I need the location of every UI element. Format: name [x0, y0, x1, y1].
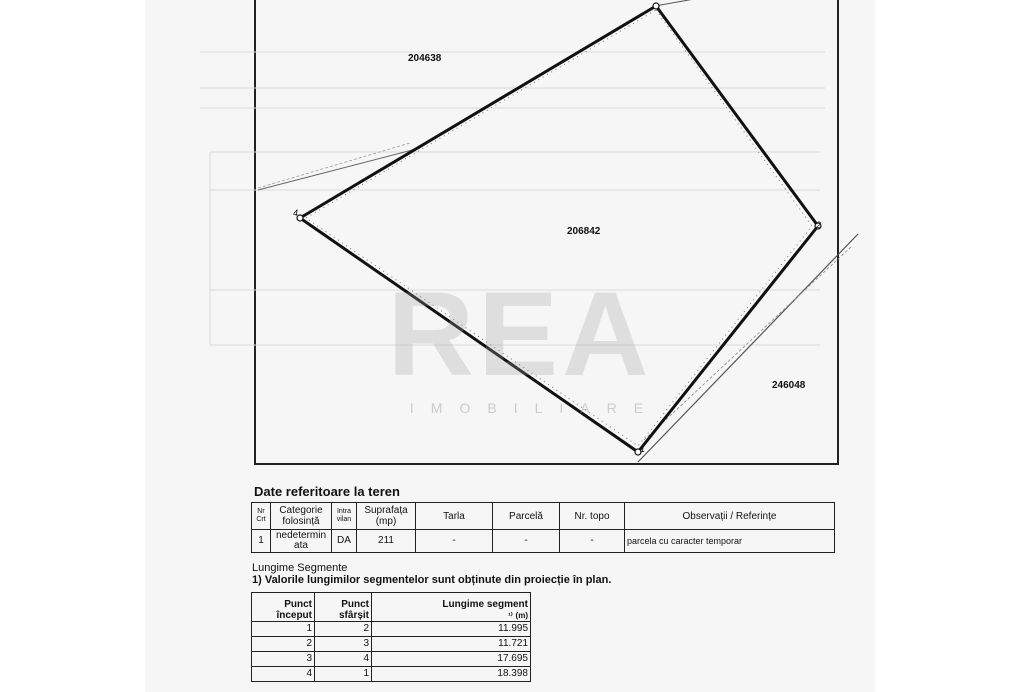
cell-nr-topo: -: [560, 530, 625, 553]
header-lungime-label: Lungime segment: [442, 599, 528, 610]
parcel-number-206842: 206842: [567, 226, 601, 237]
table-row: [252, 622, 531, 637]
neighbor-boundary-line: [258, 148, 420, 190]
point-label-2: 2: [816, 220, 822, 230]
header-nr-crt: Nr Crt: [252, 503, 271, 530]
cell-start: 2: [252, 637, 315, 652]
header-punct-inceput: Punct început: [252, 593, 315, 622]
point-label-1: 1: [640, 444, 646, 454]
segmente-header-row: [252, 593, 531, 622]
cell-length: 11.721: [372, 637, 531, 652]
cell-start: 4: [252, 667, 315, 682]
point-label-4: 4: [293, 208, 299, 218]
segmente-table: [251, 592, 531, 682]
segmente-note: 1) Valorile lungimilor segmentelor sunt obținute din proiecție în plan.: [252, 574, 612, 586]
neighbor-boundary-right: [638, 234, 858, 462]
cell-categorie: nedetermin ata: [271, 530, 332, 553]
cell-end: 4: [315, 652, 372, 667]
teren-section-title: Date referitoare la teren: [254, 484, 400, 499]
cell-nr: 1: [252, 530, 271, 553]
cell-length: 18.398: [372, 667, 531, 682]
header-tarla: Tarla: [416, 503, 493, 530]
parcel-number-246048: 246048: [772, 380, 806, 391]
parcel-number-204638: 204638: [408, 53, 442, 64]
cell-start: 3: [252, 652, 315, 667]
watermark-logo: REA: [387, 267, 653, 401]
vertex-3: [653, 3, 659, 9]
header-suprafata: Suprafața (mp): [357, 503, 416, 530]
header-lungime-unit: (m): [515, 611, 528, 620]
cell-end: 3: [315, 637, 372, 652]
cell-start: 1: [252, 622, 315, 637]
segmente-title: Lungime Segmente: [252, 562, 348, 574]
cell-length: 17.695: [372, 652, 531, 667]
cell-tarla: -: [416, 530, 493, 553]
header-observatii: Observații / Referințe: [625, 503, 835, 530]
header-lungime-prefix: ¹⁾: [508, 611, 513, 620]
neighbor-boundary-top: [655, 0, 700, 6]
header-nr-topo: Nr. topo: [560, 503, 625, 530]
table-row: [252, 652, 531, 667]
cell-observatii: parcela cu caracter temporar: [625, 530, 835, 553]
cell-parcela: -: [493, 530, 560, 553]
teren-header-row: [252, 503, 835, 530]
table-row: [252, 667, 531, 682]
header-parcela: Parcelă: [493, 503, 560, 530]
header-punct-sfarsit: Punct sfârșit: [315, 593, 372, 622]
cell-end: 1: [315, 667, 372, 682]
teren-table: [251, 502, 835, 553]
cell-length: 11.995: [372, 622, 531, 637]
header-lungime: [372, 593, 531, 622]
header-intravilan: Intra vilan: [332, 503, 357, 530]
table-row: [252, 637, 531, 652]
header-categorie: Categorie folosință: [271, 503, 332, 530]
cell-suprafata: 211: [357, 530, 416, 553]
cell-end: 2: [315, 622, 372, 637]
watermark-subtitle: IMOBILIARE: [409, 400, 661, 416]
teren-row: [252, 530, 835, 553]
cell-intravilan: DA: [332, 530, 357, 553]
